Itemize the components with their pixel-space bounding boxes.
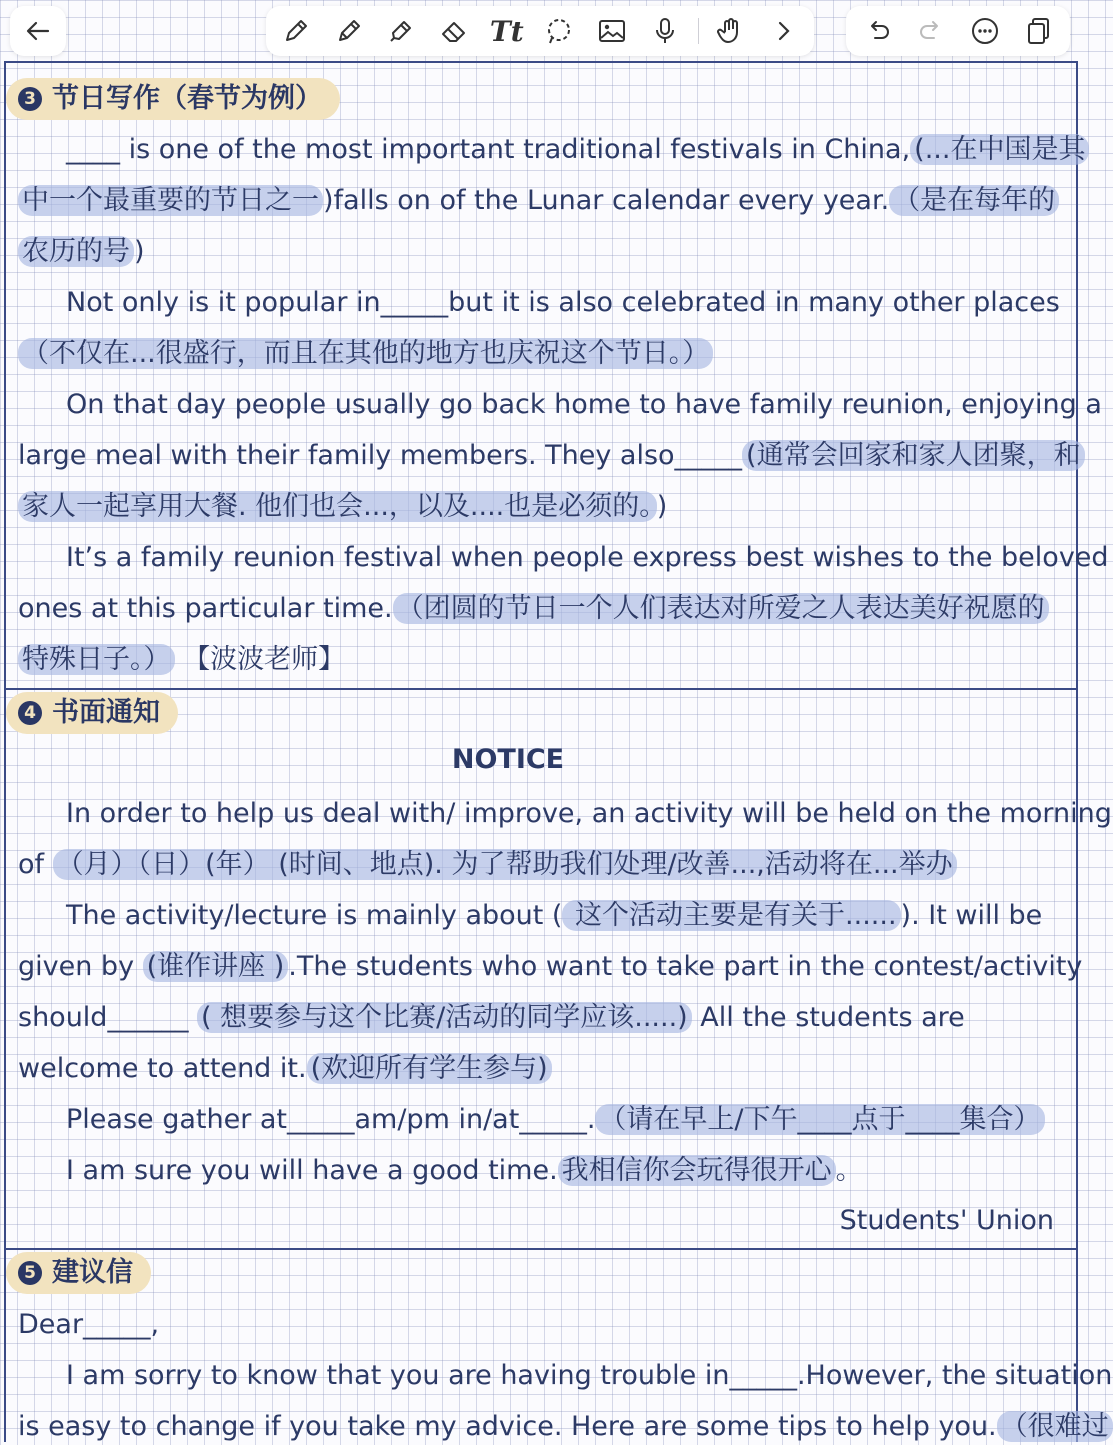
- toolbar-divider: [698, 18, 699, 44]
- highlighted-text: 家人一起享用大餐. 他们也会...，以及....也是必须的。: [18, 491, 657, 522]
- text-line: Please gather at_____am/pm in/at_____. （请在早上/下午____点于____集合）: [66, 1102, 1045, 1138]
- section-number: 3: [18, 87, 42, 111]
- text-line: large meal with their family members. They also_____ (通常会回家和家人团聚，和: [18, 438, 1085, 474]
- text-line: On that day people usually go back home to have family reunion, enjoying a: [66, 389, 1102, 420]
- text-line: 农历的号 ): [18, 234, 145, 270]
- text-line: welcome to attend it. (欢迎所有学生参与): [18, 1051, 552, 1087]
- highlighted-text: (谁作讲座 ): [143, 951, 289, 982]
- highlighted-text: 中一个最重要的节日之一: [18, 185, 323, 216]
- toolbar: [0, 0, 1080, 62]
- text-line: It’s a family reunion festival when people express best wishes to the beloved: [66, 542, 1109, 573]
- highlighted-text: 我相信你会玩得很开心: [558, 1155, 836, 1186]
- note-top-border: [4, 61, 1078, 63]
- document-actions: [846, 6, 1070, 56]
- notice-signature: Students' Union: [839, 1205, 1054, 1236]
- section-title: 书面通知: [52, 697, 160, 728]
- highlighted-text: (通常会回家和家人团聚，和: [742, 440, 1085, 471]
- text-line: ones at this particular time. （团圆的节日一个人们表达对所爱之人表达美好祝愿的: [18, 591, 1049, 627]
- redo-icon[interactable]: [911, 11, 951, 51]
- text-line: I am sure you will have a good time. 我相信你会玩得很开心 。: [66, 1155, 863, 1186]
- text-line: In order to help us deal with/ improve, an activity will be held on the morning: [66, 798, 1112, 829]
- microphone-icon[interactable]: [645, 11, 685, 51]
- text-line: 中一个最重要的节日之一 )falls on of the Lunar calendar every year. （是在每年的: [18, 183, 1059, 219]
- section-divider: [4, 688, 1078, 690]
- undo-icon[interactable]: [858, 11, 898, 51]
- lasso-icon[interactable]: [539, 11, 579, 51]
- section-number: 4: [18, 701, 42, 725]
- arrow-left-icon[interactable]: [18, 11, 58, 51]
- text-line: 家人一起享用大餐. 他们也会...，以及....也是必须的。 ): [18, 489, 667, 525]
- more-icon[interactable]: [965, 11, 1005, 51]
- text-line: is easy to change if you take my advice. Here are some tips to help you. （很难过: [18, 1409, 1113, 1445]
- section-heading-advice-letter: [6, 1252, 151, 1294]
- highlighted-text: （团圆的节日一个人们表达对所爱之人表达美好祝愿的: [393, 593, 1049, 624]
- section-heading-festival-writing: [6, 78, 340, 120]
- section-title: 建议信: [52, 1257, 133, 1288]
- hand-icon[interactable]: [711, 11, 751, 51]
- highlighted-text: 特殊日子。）: [18, 644, 175, 675]
- section-title: 节日写作（春节为例）: [52, 83, 322, 114]
- notice-title: NOTICE: [451, 744, 565, 775]
- text-line: Dear_____,: [18, 1309, 160, 1340]
- highlighted-text: （月）（日）(年） (时间、地点). 为了帮助我们处理/改善...,活动将在...举办: [53, 849, 957, 880]
- text-line: I am sorry to know that you are having trouble in_____.However, the situation: [66, 1360, 1113, 1391]
- text-line: [18, 336, 713, 372]
- text-tool-icon[interactable]: Tt: [489, 14, 524, 48]
- highlighted-text: （很难过: [997, 1411, 1113, 1442]
- highlighted-text: (欢迎所有学生参与): [307, 1053, 552, 1084]
- highlighted-text: 这个活动主要是有关于......: [562, 900, 900, 931]
- text-line: should______ ( 想要参与这个比赛/活动的同学应该.....) All the students are: [18, 1002, 965, 1033]
- pencil-icon[interactable]: [329, 11, 369, 51]
- section-heading-written-notice: [6, 692, 178, 734]
- highlighted-text: （请在早上/下午____点于____集合）: [595, 1104, 1044, 1135]
- text-line: of （月）（日）(年） (时间、地点). 为了帮助我们处理/改善...,活动将在...举办: [18, 847, 957, 883]
- back-group: [10, 6, 66, 56]
- section-number: 5: [18, 1261, 42, 1285]
- chevron-right-icon[interactable]: [764, 11, 804, 51]
- highlighted-text: 农历的号: [18, 236, 134, 267]
- section-divider: [4, 1248, 1078, 1250]
- pages-icon[interactable]: [1018, 11, 1058, 51]
- text-line: The activity/lecture is mainly about ( 这个活动主要是有关于...... ). It will be: [66, 900, 1043, 931]
- highlighter-icon[interactable]: [381, 11, 421, 51]
- text-line: given by (谁作讲座 ) .The students who want to take part in the contest/activity: [18, 951, 1083, 982]
- highlighted-text: （不仅在...很盛行，而且在其他的地方也庆祝这个节日。）: [18, 338, 713, 369]
- pen-icon[interactable]: [276, 11, 316, 51]
- image-icon[interactable]: [592, 11, 632, 51]
- drawing-tools: [266, 6, 814, 56]
- text-line: 特殊日子。） 【波波老师】: [18, 642, 345, 678]
- text-line: Not only is it popular in_____but it is also celebrated in many other places: [66, 287, 1060, 318]
- eraser-icon[interactable]: [434, 11, 474, 51]
- text-line: ____ is one of the most important traditional festivals in China, (...在中国是其: [66, 132, 1089, 168]
- highlighted-text: ( 想要参与这个比赛/活动的同学应该.....): [197, 1002, 692, 1033]
- highlighted-text: (...在中国是其: [910, 134, 1089, 165]
- highlighted-text: （是在每年的: [889, 185, 1059, 216]
